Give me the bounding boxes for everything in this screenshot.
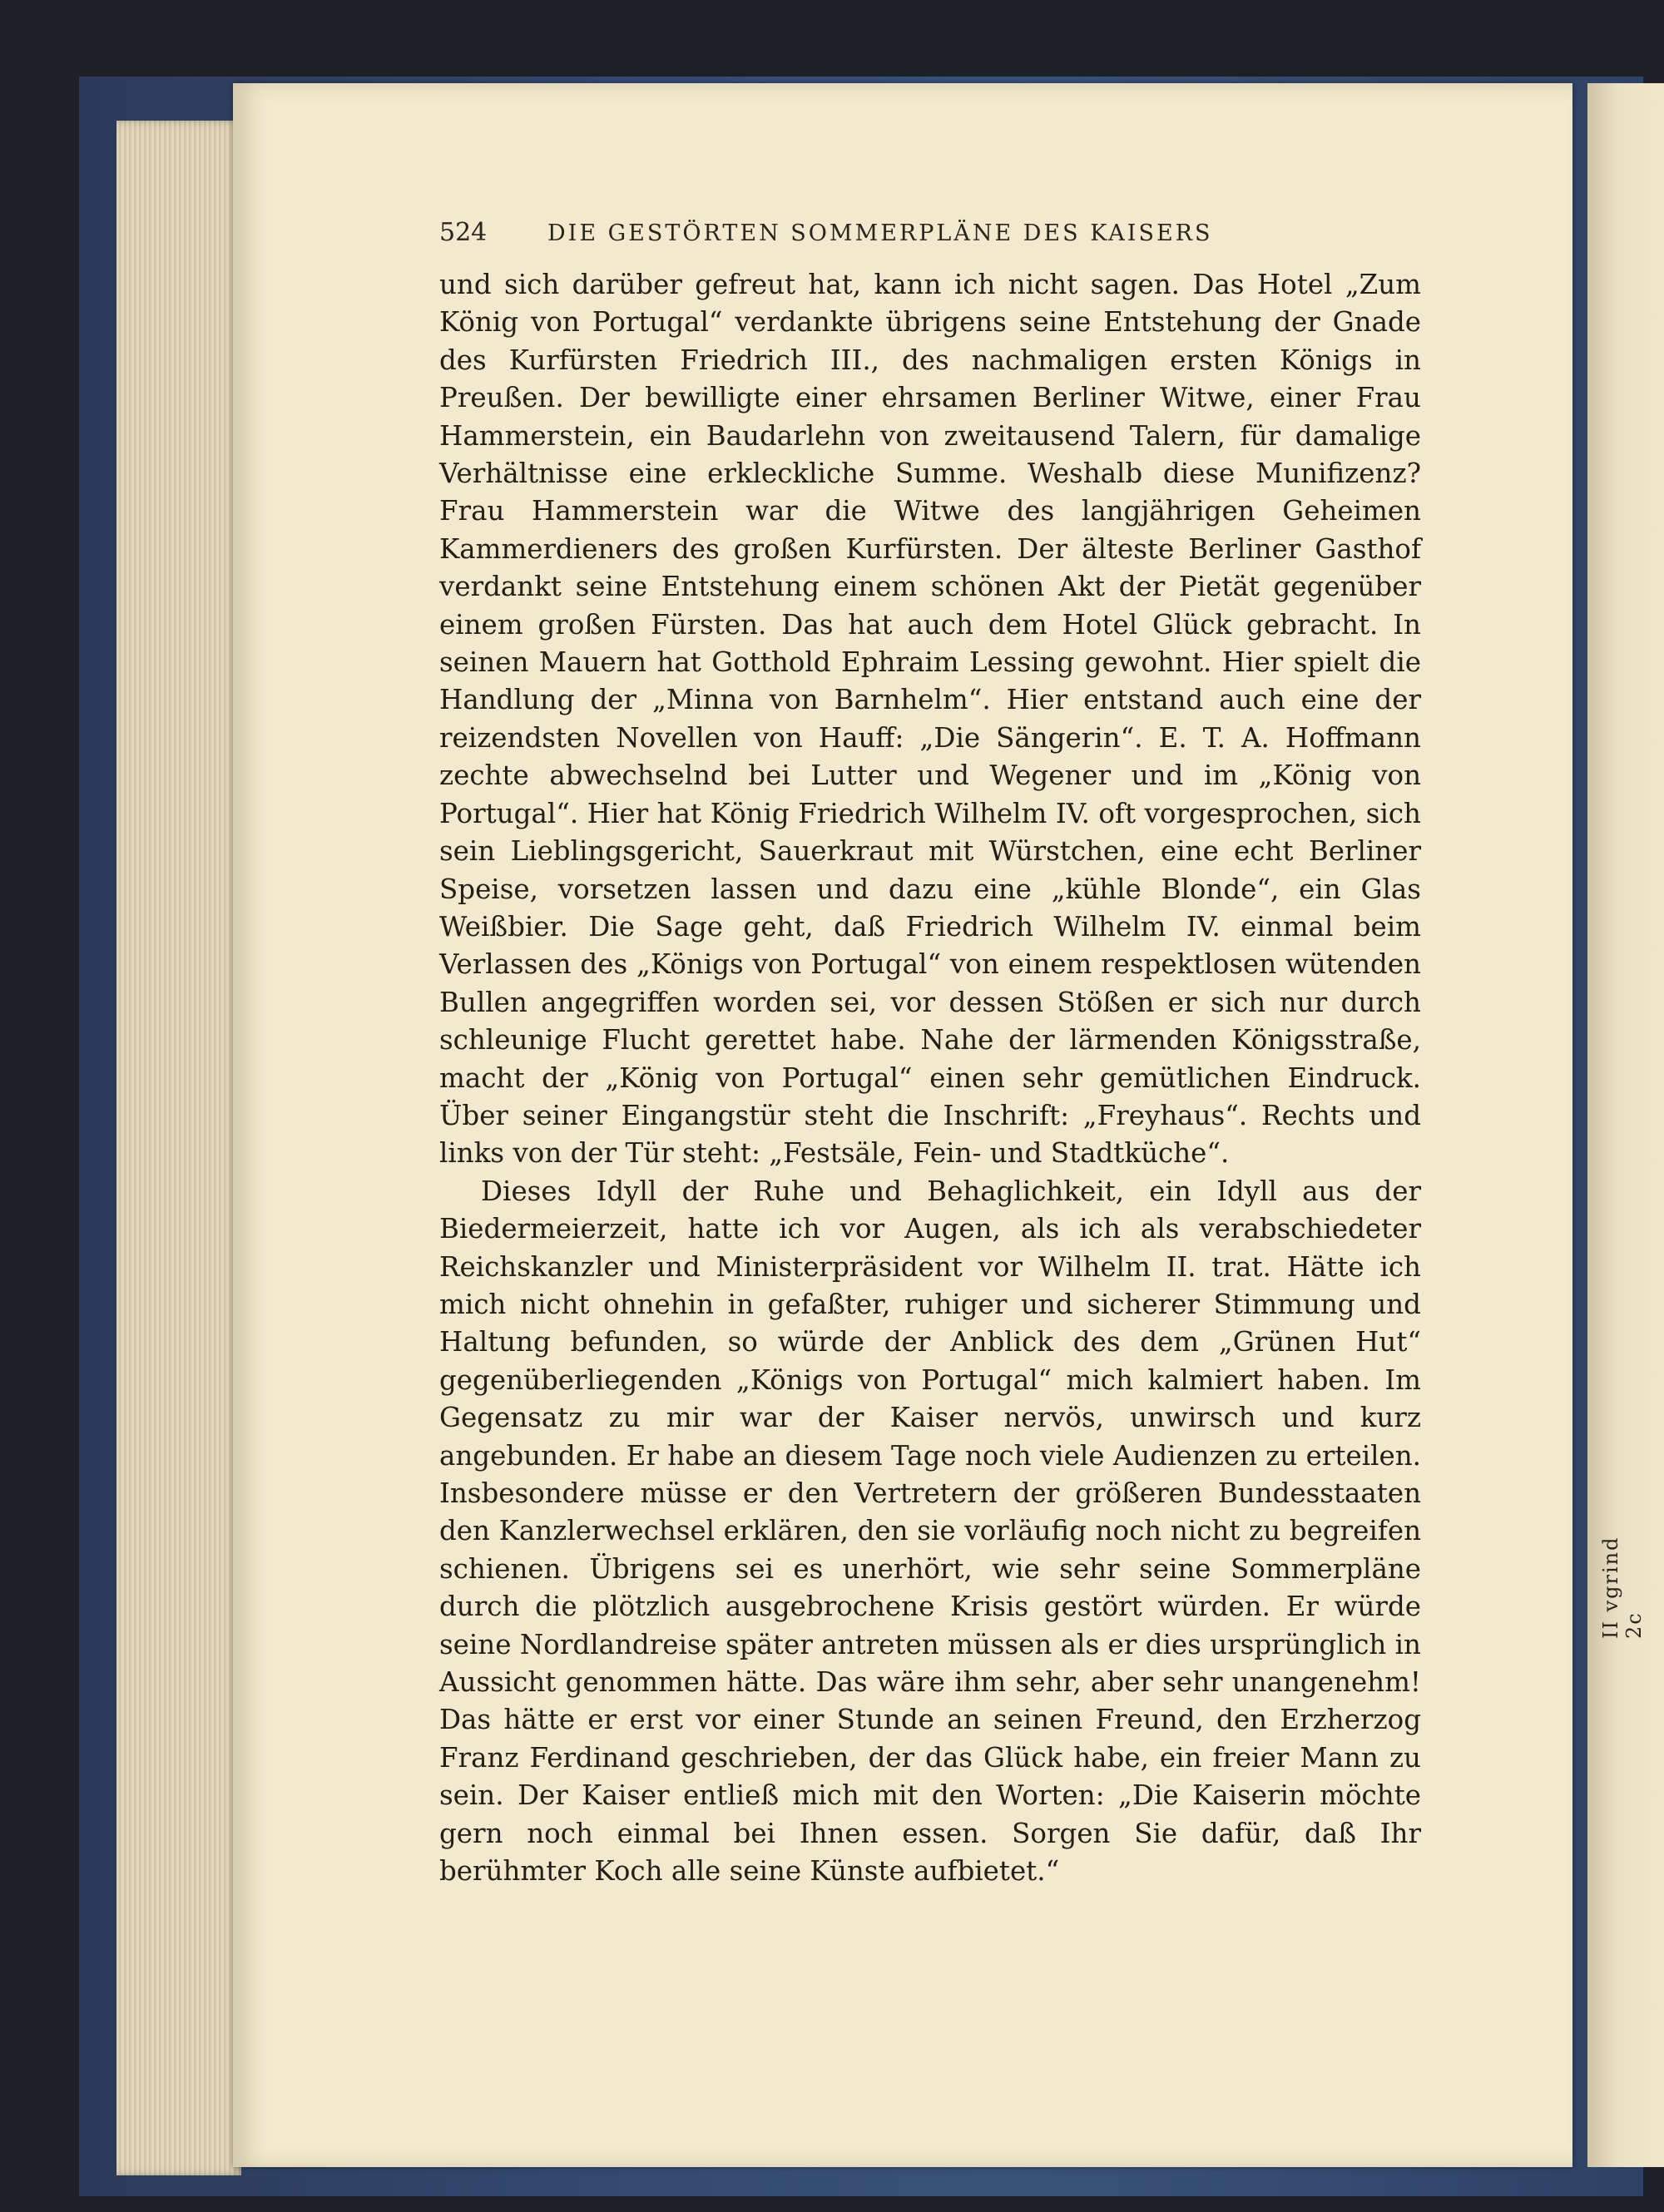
facing-page-edge-text: II vgrind 2c	[1599, 1536, 1646, 1639]
page-number: 524	[439, 218, 488, 247]
running-head	[439, 218, 1421, 255]
facing-page	[1587, 83, 1664, 2167]
body-text	[439, 266, 1421, 1890]
paragraph-2: Dieses Idyll der Ruhe und Behaglichkeit, ein Idyll aus der Biedermeierzeit, hatte ich vor Augen, als ich als verabschiedeter Reichskanzler und Ministerpräsident vor Wilhelm II. trat. Hätte ich mich nicht ohnehin in gefaßter, ruhiger und sicherer Stimmung und Haltung befunden, so würde der Anblick des dem „Grünen Hut“ gegenüberliegenden „Königs von Portugal“ mich kalmiert haben. Im Gegensatz zu mir war der Kaiser nervös, unwirsch und kurz angebunden. Er habe an diesem Tage noch viele Audienzen zu erteilen. Insbesondere müsse er den Vertretern der größeren Bundesstaaten den Kanzlerwechsel erklären, den sie vorläufig noch nicht zu begreifen schienen. Übrigens sei es unerhört, wie sehr seine Sommerpläne durch die plötzlich ausgebrochene Krisis gestört würden. Er würde seine Nordlandreise später antreten müssen als er dies ursprünglich in Aussicht genommen hätte. Das wäre ihm sehr, aber sehr unangenehm! Das hätte er erst vor einer Stunde an seinen Freund, den Erzherzog Franz Ferdinand geschrieben, der das Glück habe, ein freier Mann zu sein. Der Kaiser entließ mich mit den Worten: „Die Kaiserin möchte gern noch einmal bei Ihnen essen. Sorgen Sie dafür, daß Ihr berühmter Koch alle seine Künste aufbietet.“	[439, 1175, 1421, 1888]
running-title: DIE GESTÖRTEN SOMMERPLÄNE DES KAISERS	[547, 220, 1213, 246]
paragraph-1: und sich darüber gefreut hat, kann ich nicht sagen. Das Hotel „Zum König von Portugal“ verdankte übrigens seine Entstehung der Gnade des Kurfürsten Friedrich III., des nachmaligen ersten Königs in Preußen. Der bewilligte einer ehrsamen Berliner Witwe, einer Frau Hammerstein, ein Baudarlehn von zweitausend Talern, für damalige Verhältnisse eine erkleckliche Summe. Weshalb diese Munifizenz? Frau Hammerstein war die Witwe des langjährigen Geheimen Kammerdieners des großen Kurfürsten. Der älteste Berliner Gasthof verdankt seine Entstehung einem schönen Akt der Pietät gegenüber einem großen Fürsten. Das hat auch dem Hotel Glück gebracht. In seinen Mauern hat Gotthold Ephraim Lessing gewohnt. Hier spielt die Handlung der „Minna von Barnhelm“. Hier entstand auch eine der reizendsten Novellen von Hauff: „Die Sängerin“. E. T. A. Hoffmann zechte abwechselnd bei Lutter und Wegener und im „König von Portugal“. Hier hat König Friedrich Wilhelm IV. oft vorgesprochen, sich sein Lieblingsgericht, Sauerkraut mit Würstchen, eine echt Berliner Speise, vorsetzen lassen und dazu eine „kühle Blonde“, ein Glas Weißbier. Die Sage geht, daß Friedrich Wilhelm IV. einmal beim Verlassen des „Königs von Portugal“ von einem respektlosen wütenden Bullen angegriffen worden sei, vor dessen Stößen er sich nur durch schleunige Flucht gerettet habe. Nahe der lärmenden Königsstraße, macht der „König von Portugal“ einen sehr gemütlichen Eindruck. Über seiner Eingangstür steht die Inschrift: „Freyhaus“. Rechts und links von der Tür steht: „Festsäle, Fein- und Stadtküche“.	[439, 269, 1421, 1170]
page-edges	[116, 121, 241, 2175]
